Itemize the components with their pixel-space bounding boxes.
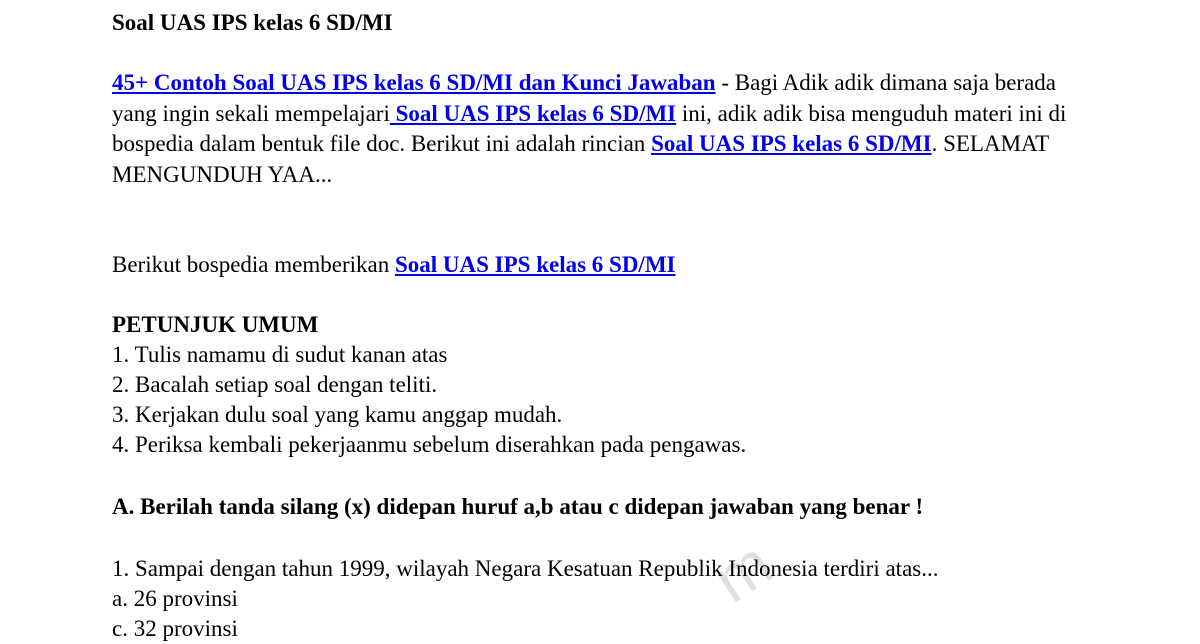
answer-option: a. 26 provinsi	[112, 586, 238, 611]
intro2-text: Berikut bospedia memberikan	[112, 252, 395, 277]
intro-text-1: - Bagi Adik adik dimana saja berada yang ingin sekali mempelajari	[112, 70, 1057, 126]
intro-paragraph	[112, 68, 1102, 190]
answer-option: c. 32 provinsi	[112, 616, 238, 641]
section-a-heading: A. Berilah tanda silang (x) didepan huruf a,b atau c didepan jawaban yang benar !	[112, 494, 924, 519]
petunjuk-item: 3. Kerjakan dulu soal yang kamu anggap mudah.	[112, 402, 563, 427]
intro-line-2	[112, 250, 675, 280]
watermark-logo: m	[700, 526, 785, 617]
petunjuk-item: 2. Bacalah setiap soal dengan teliti.	[112, 372, 438, 397]
petunjuk-heading: PETUNJUK UMUM	[112, 312, 319, 337]
link-soal-uas-2[interactable]: Soal UAS IPS kelas 6 SD/MI	[651, 131, 932, 156]
petunjuk-umum	[112, 310, 746, 460]
intro-text-2: ini, adik adik bisa menguduh materi ini di bospedia dalam bentuk file doc. Berikut ini adalah rincian	[112, 100, 1067, 156]
link-contoh-soal[interactable]: 45+ Contoh Soal UAS IPS kelas 6 SD/MI dan Kunci Jawaban	[112, 70, 716, 95]
link-soal-uas-3[interactable]: Soal UAS IPS kelas 6 SD/MI	[394, 252, 676, 277]
intro-text-3: . SELAMAT MENGUNDUH YAA...	[112, 131, 1049, 187]
petunjuk-item: 1. Tulis namamu di sudut kanan atas	[112, 342, 448, 367]
document-title: Soal UAS IPS kelas 6 SD/MI	[112, 10, 393, 35]
question-text: 1. Sampai dengan tahun 1999, wilayah Negara Kesatuan Republik Indonesia terdiri atas...	[112, 556, 939, 581]
link-soal-uas-1[interactable]: Soal UAS IPS kelas 6 SD/MI	[389, 100, 677, 126]
petunjuk-item: 4. Periksa kembali pekerjaanmu sebelum diserahkan pada pengawas.	[112, 432, 747, 457]
question-1	[112, 554, 938, 644]
